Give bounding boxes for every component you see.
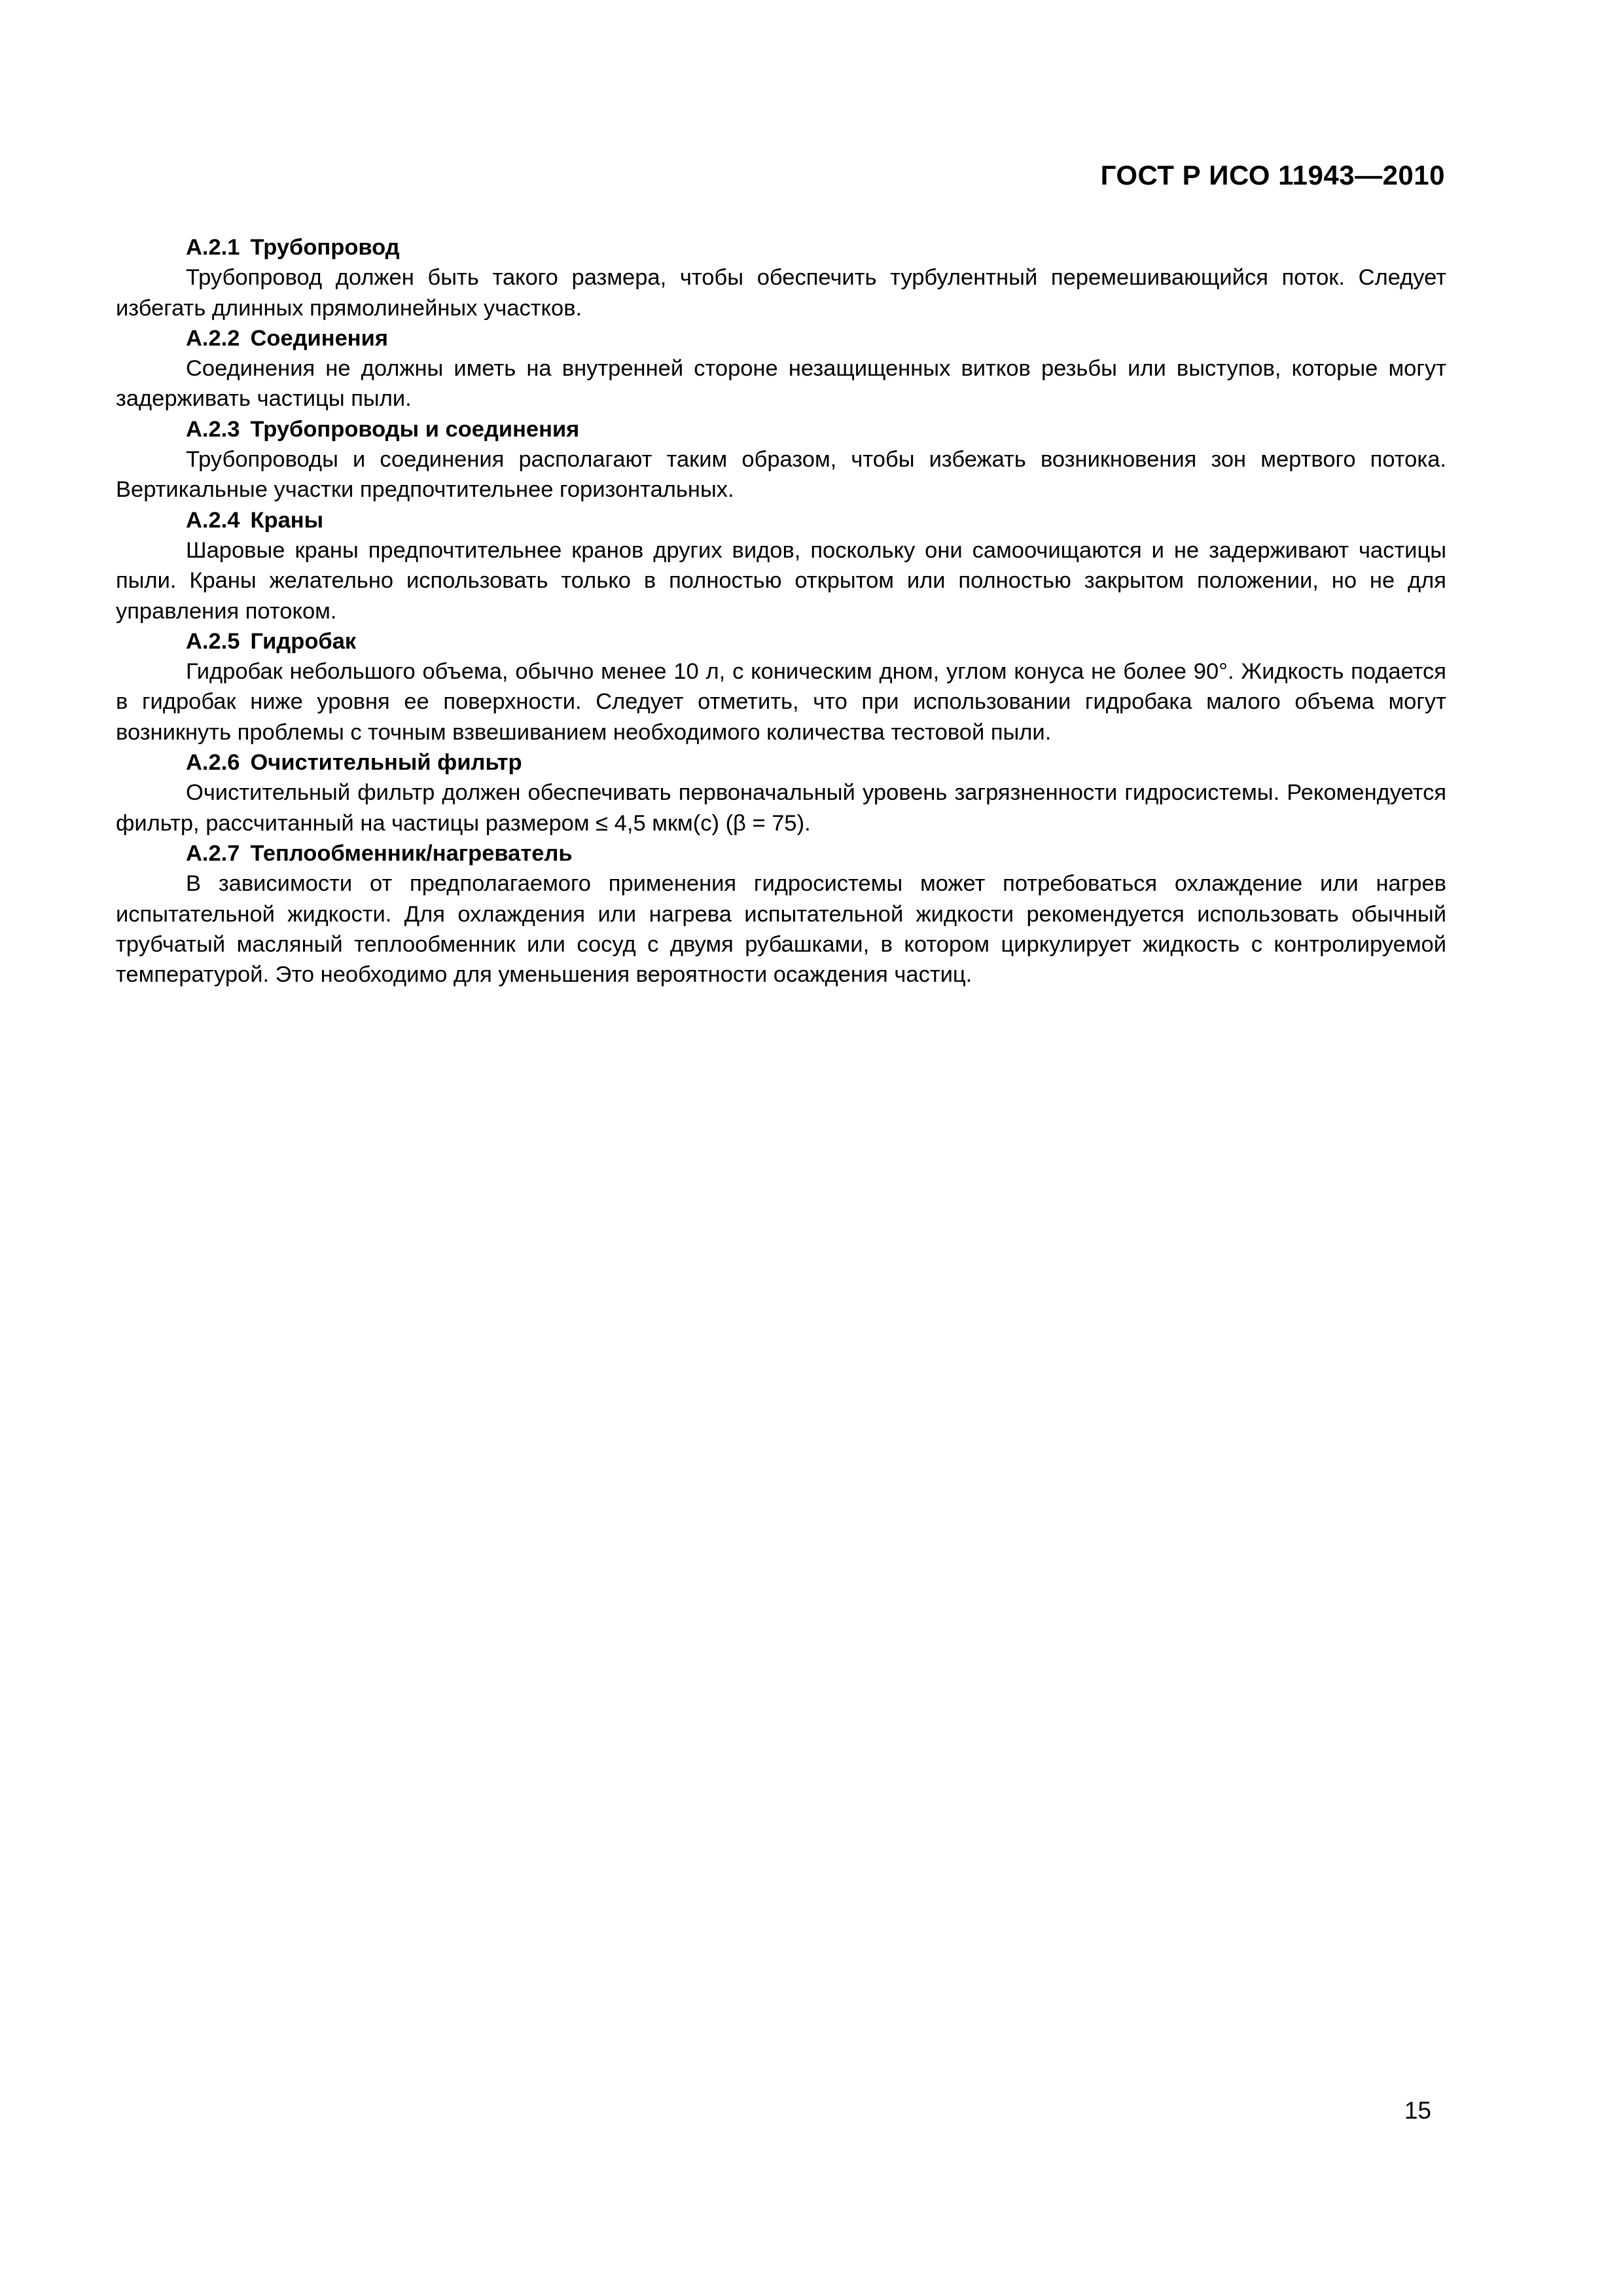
section-text: Шаровые краны предпочтительнее кранов других видов, поскольку они самоочищаются и не задерживают частицы пыли. Краны желательно использовать только в полностью открытом или полностью закрытом положении, но не для управления потоком. xyxy=(116,537,1446,624)
section-number: А.2.2 xyxy=(186,325,240,351)
section-a-2-6 xyxy=(116,747,1446,838)
section-text: Гидробак небольшого объема, обычно менее 10 л, с коническим дном, углом конуса не более 90°. Жидкость подается в гидробак ниже уровня ее поверхности. Следует отметить, что при использовании гидробака малого объема могут возникнуть проблемы с точным взвешиванием необходимого количества тестовой пыли. xyxy=(116,659,1446,745)
section-heading xyxy=(116,747,1446,778)
section-title: Соединения xyxy=(250,325,388,351)
section-a-2-3 xyxy=(116,414,1446,505)
section-text: Трубопровод должен быть такого размера, чтобы обеспечить турбулентный перемешивающийся поток. Следует избегать длинных прямолинейных участков. xyxy=(116,265,1446,321)
section-a-2-5 xyxy=(116,626,1446,747)
section-heading xyxy=(116,838,1446,869)
section-number: А.2.6 xyxy=(186,750,240,776)
section-title: Краны xyxy=(250,507,324,533)
section-a-2-1 xyxy=(116,232,1446,323)
section-heading xyxy=(116,626,1446,656)
section-number: А.2.1 xyxy=(186,235,240,260)
section-a-2-4 xyxy=(116,505,1446,626)
section-heading xyxy=(116,232,1446,262)
section-title: Теплообменник/нагреватель xyxy=(250,840,573,866)
section-text: В зависимости от предполагаемого применения гидросистемы может потребоваться охлаждение или нагрев испытательной жидкости. Для охлаждения или нагрева испытательной жидкости рекомендуется использовать обычный трубчатый масляный теплообменник или сосуд с двумя рубашками, в котором циркулирует жидкость с контролируемой температурой. Это необходимо для уменьшения вероятности осаждения частиц. xyxy=(116,871,1446,988)
section-number: А.2.4 xyxy=(186,507,240,533)
section-text: Трубопроводы и соединения располагают таким образом, чтобы избежать возникновения зон мертвого потока. Вертикальные участки предпочтительнее горизонтальных. xyxy=(116,447,1446,503)
section-number: А.2.7 xyxy=(186,840,240,866)
section-a-2-2 xyxy=(116,323,1446,414)
section-heading xyxy=(116,505,1446,535)
document-id-header: ГОСТ Р ИСО 11943—2010 xyxy=(1100,160,1445,190)
section-number: А.2.3 xyxy=(186,416,240,442)
document-body xyxy=(116,232,1446,990)
section-heading xyxy=(116,414,1446,444)
section-text: Очистительный фильтр должен обеспечивать первоначальный уровень загрязненности гидросистемы. Рекомендуется фильтр, рассчитанный на частицы размером ≤ 4,5 мкм(с) (β = 75). xyxy=(116,780,1446,836)
section-number: А.2.5 xyxy=(186,628,240,654)
section-text: Соединения не должны иметь на внутренней стороне незащищенных витков резьбы или выступов, которые могут задерживать частицы пыли. xyxy=(116,356,1446,412)
section-title: Трубопровод xyxy=(250,235,400,260)
section-heading xyxy=(116,323,1446,353)
page-number: 15 xyxy=(1404,2097,1431,2124)
section-title: Трубопроводы и соединения xyxy=(250,416,580,442)
section-title: Гидробак xyxy=(250,628,357,654)
section-a-2-7 xyxy=(116,838,1446,990)
section-title: Очистительный фильтр xyxy=(250,750,522,776)
